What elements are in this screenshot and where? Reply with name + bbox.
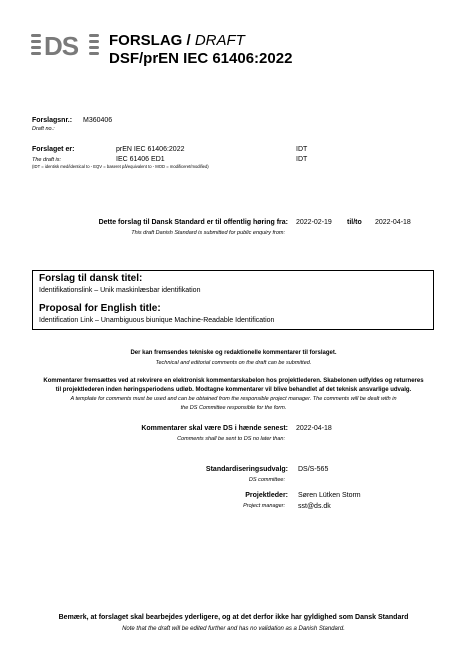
comments-line5-en: the DS Committee responsible for the form. — [180, 405, 287, 411]
hearing-sublabel: This draft Danish Standard is submitted for public enquiry from: — [131, 230, 285, 236]
document-title — [109, 32, 245, 49]
proposal-no-value: M360406 — [83, 117, 113, 124]
comments-line1: Der kan fremsendes tekniske og redaktionelle kommentarer til forslaget. — [130, 350, 337, 356]
proposal-type-1: IDT — [296, 146, 308, 153]
danish-title: Identifikationslink – Unik maskinlæsbar identifikation — [39, 287, 201, 294]
title-box — [32, 270, 434, 330]
hearing-from: 2022-02-19 — [296, 219, 332, 226]
hearing-to-label: til/to — [347, 219, 362, 226]
proposal-is-sublabel: The draft is: — [32, 157, 62, 163]
title-italic: DRAFT — [194, 32, 245, 49]
hearing-to: 2022-04-18 — [375, 219, 411, 226]
hearing-label: Dette forslag til Dansk Standard er til offentlig høring fra: — [98, 219, 288, 226]
danish-title-heading: Forslag til dansk titel: — [39, 273, 143, 284]
proposal-is-note: (IDT = identisk med/identical to - EQV = baseret på/equivalent to - MOD = modificeret/modified) — [32, 164, 209, 169]
manager-name: Søren Lütken Storm — [298, 492, 361, 499]
proposal-type-2: IDT — [296, 156, 308, 163]
english-title-heading: Proposal for English title: — [39, 303, 161, 314]
comments-line2: Kommentarer fremsættes ved at rekvirere en elektronisk kommentarskabelon hos projektlederen. Skabelonen udfyldes og returneres — [43, 378, 424, 384]
comments-line4-en: A template for comments must be used and can be obtained from the responsible project manager. The comments will be dealt with in — [70, 396, 397, 402]
committee-sublabel: DS committee: — [248, 477, 285, 483]
ds-logo — [31, 31, 101, 61]
committee-value: DS/S-565 — [298, 466, 329, 473]
logo-text: DS — [44, 31, 79, 61]
proposal-doc-2: IEC 61406 ED1 — [116, 156, 165, 163]
proposal-no-sublabel: Draft no.: — [32, 126, 55, 132]
deadline-sublabel: Comments shall be sent to DS no later than: — [177, 436, 285, 442]
committee-label: Standardiseringsudvalg: — [205, 466, 288, 473]
deadline-label: Kommentarer skal være DS i hænde senest: — [141, 425, 288, 432]
comments-line3: til projektlederen inden høringsperiodens udløb. Modtagne kommentarer vil blive behandlet af det teknisk ansvarlige udvalg. — [55, 387, 412, 393]
deadline-value: 2022-04-18 — [296, 425, 332, 432]
title-main: FORSLAG / — [109, 32, 191, 49]
manager-email[interactable]: sst@ds.dk — [298, 503, 331, 510]
logo-right-bars — [89, 34, 99, 58]
proposal-no-label: Forslagsnr.: — [32, 117, 73, 124]
footer-line1: Bemærk, at forslaget skal bearbejdes yderligere, og at det derfor ikke har gyldighed som Dansk Standard — [58, 614, 409, 621]
document-number: DSF/prEN IEC 61406:2022 — [109, 50, 293, 67]
proposal-doc-1: prEN IEC 61406:2022 — [116, 146, 185, 153]
english-title: Identification Link – Unambiguous biunique Machine-Readable Identification — [39, 317, 275, 324]
logo-left-bars — [31, 34, 41, 58]
comments-line1-en: Technical and editorial comments on the draft can be submitted. — [155, 360, 312, 366]
manager-label: Projektleder: — [245, 492, 288, 499]
footer-line2: Note that the draft will be edited further and has no validation as a Danish Standard. — [122, 626, 345, 632]
proposal-is-label: Forslaget er: — [32, 146, 75, 153]
manager-sublabel: Project manager: — [243, 503, 285, 509]
